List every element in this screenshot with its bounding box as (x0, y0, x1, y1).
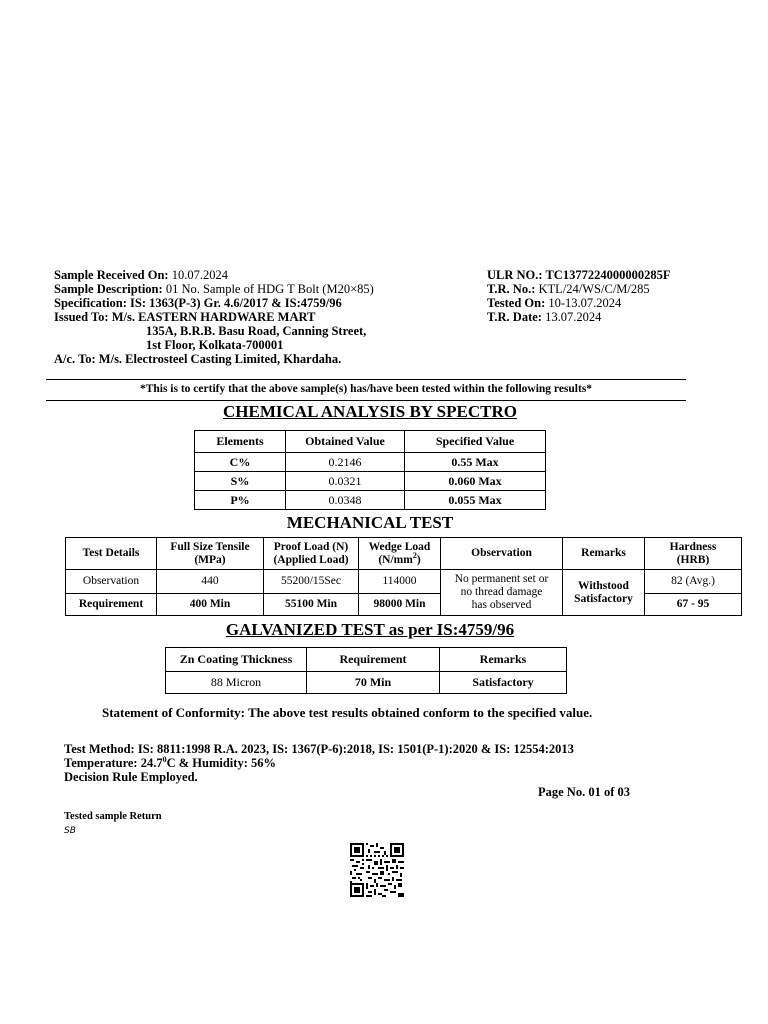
hardness-requirement-cell: 67 - 95 (645, 594, 742, 616)
table-row (66, 570, 742, 594)
chemical-header-elements: Elements (195, 431, 286, 453)
tr-no-label: T.R. No.: (487, 282, 536, 296)
issued-to-value: M/s. EASTERN HARDWARE MART (111, 310, 316, 324)
qr-code-icon (350, 843, 404, 897)
hardness-observed-cell: 82 (Avg.) (645, 570, 742, 594)
tensile-requirement-cell: 400 Min (157, 594, 264, 616)
proof-observed-cell: 55200/15Sec (264, 570, 359, 594)
obtained-cell: 0.0321 (286, 472, 405, 491)
tested-sample-return: Tested sample Return (64, 811, 162, 822)
chemical-header-specified: Specified Value (405, 431, 546, 453)
sample-description-label: Sample Description: (54, 282, 163, 296)
chemical-header-row (195, 431, 546, 453)
statement-of-conformity: Statement of Conformity: The above test results obtained conform to the specified value. (102, 705, 593, 720)
element-cell: P% (195, 491, 286, 510)
tensile-observed-cell: 440 (157, 570, 264, 594)
galvanized-header-row (166, 648, 567, 672)
table-row (195, 453, 546, 472)
sample-description-line (54, 282, 374, 297)
sample-received-line (54, 268, 228, 283)
specified-cell: 0.55 Max (405, 453, 546, 472)
element-cell: C% (195, 453, 286, 472)
address-line-1: 135A, B.R.B. Basu Road, Canning Street, (146, 324, 367, 338)
mechanical-title: MECHANICAL TEST (286, 513, 454, 532)
mech-header-wedge (359, 538, 441, 570)
tr-date-line (487, 310, 601, 325)
table-row (195, 472, 546, 491)
mech-header-tensile-2: (MPa) (194, 553, 226, 566)
mech-header-proof (264, 538, 359, 570)
divider-bottom (46, 400, 686, 401)
mech-header-wedge-sup: 2 (412, 550, 417, 560)
galv-remarks-cell: Satisfactory (440, 672, 567, 694)
tr-no-line (487, 282, 650, 297)
specification-label: Specification: (54, 296, 127, 310)
remarks-cell (563, 570, 645, 616)
tr-date-label: T.R. Date: (487, 310, 542, 324)
proof-requirement-cell: 55100 Min (264, 594, 359, 616)
ulr-value: TC1377224000000285F (545, 268, 671, 282)
temperature-sup: 0 (162, 754, 167, 764)
observation-text-cell (441, 570, 563, 616)
test-method-line: Test Method: IS: 8811:1998 R.A. 2023, IS: 1367(P-6):2018, IS: 1501(P-1):2020 & IS: 12554:2013 (64, 742, 574, 756)
mech-header-observation: Observation (441, 538, 563, 570)
table-row (195, 491, 546, 510)
mech-header-proof-1: Proof Load (N) (273, 540, 349, 553)
mech-header-wedge-1: Wedge Load (368, 540, 431, 553)
mech-header-hardness-1: Hardness (669, 540, 717, 553)
sample-received-label: Sample Received On: (54, 268, 169, 282)
address-line-2: 1st Floor, Kolkata-700001 (146, 338, 284, 352)
specified-cell: 0.060 Max (405, 472, 546, 491)
mech-header-test-details: Test Details (66, 538, 157, 570)
mech-header-hardness (645, 538, 742, 570)
remarks-1: Withstood (578, 579, 629, 592)
obtained-cell: 0.0348 (286, 491, 405, 510)
sample-received-value: 10.07.2024 (171, 268, 228, 282)
temperature-prefix: Temperature: 24.7 (64, 756, 163, 770)
mech-header-remarks: Remarks (563, 538, 645, 570)
sample-description-value: 01 No. Sample of HDG T Bolt (M20×85) (165, 282, 374, 296)
galv-requirement-cell: 70 Min (307, 672, 440, 694)
observation-text-1: No permanent set or (454, 573, 549, 585)
wedge-observed-cell: 114000 (359, 570, 441, 594)
observation-text-3: has observed (471, 599, 532, 611)
mech-header-wedge-2: (N/mm (378, 553, 413, 566)
obtained-cell: 0.2146 (286, 453, 405, 472)
specification-line (54, 296, 342, 311)
tested-on-line (487, 296, 621, 311)
ulr-line (487, 268, 670, 283)
mech-header-tensile (157, 538, 264, 570)
chemical-table (194, 430, 546, 510)
mech-header-proof-2: (Applied Load) (273, 553, 349, 566)
ulr-label: ULR NO.: (487, 268, 543, 282)
page-number: Page No. 01 of 03 (538, 785, 630, 799)
mech-header-wedge-3: ) (416, 553, 421, 566)
tested-on-value: 10-13.07.2024 (548, 296, 622, 310)
observation-label-cell: Observation (66, 570, 157, 594)
zn-value-cell: 88 Micron (166, 672, 307, 694)
tested-on-label: Tested On: (487, 296, 546, 310)
chemical-title: CHEMICAL ANALYSIS BY SPECTRO (223, 402, 517, 421)
initials: SB (64, 826, 76, 836)
galv-header-zn: Zn Coating Thickness (166, 648, 307, 672)
wedge-requirement-cell: 98000 Min (359, 594, 441, 616)
temperature-line (64, 756, 276, 771)
issued-to-label: Issued To: (54, 310, 109, 324)
certify-text: *This is to certify that the above sample(s) has/have been tested within the following results* (139, 383, 593, 395)
chemical-header-obtained: Obtained Value (286, 431, 405, 453)
mech-header-tensile-1: Full Size Tensile (170, 540, 250, 553)
element-cell: S% (195, 472, 286, 491)
table-row (166, 672, 567, 694)
galvanized-title: GALVANIZED TEST as per IS:4759/96 (225, 620, 515, 639)
observation-text-2: no thread damage (460, 586, 543, 598)
mechanical-table (65, 537, 742, 616)
galv-header-remarks: Remarks (440, 648, 567, 672)
specified-cell: 0.055 Max (405, 491, 546, 510)
requirement-label-cell: Requirement (66, 594, 157, 616)
tr-no-value: KTL/24/WS/C/M/285 (538, 282, 650, 296)
specification-value: IS: 1363(P-3) Gr. 4.6/2017 & IS:4759/96 (130, 296, 342, 310)
tr-date-value: 13.07.2024 (545, 310, 602, 324)
mechanical-header-row (66, 538, 742, 570)
remarks-2: Satisfactory (574, 592, 633, 605)
decision-rule-line: Decision Rule Employed. (64, 770, 198, 784)
divider-top (46, 379, 686, 380)
galvanized-table (165, 647, 567, 694)
account-to-line: A/c. To: M/s. Electrosteel Casting Limited, Khardaha. (54, 352, 342, 366)
temperature-suffix: C & Humidity: 56% (166, 756, 276, 770)
mech-header-hardness-2: (HRB) (676, 553, 710, 566)
issued-to-line (54, 310, 315, 325)
galv-header-requirement: Requirement (307, 648, 440, 672)
